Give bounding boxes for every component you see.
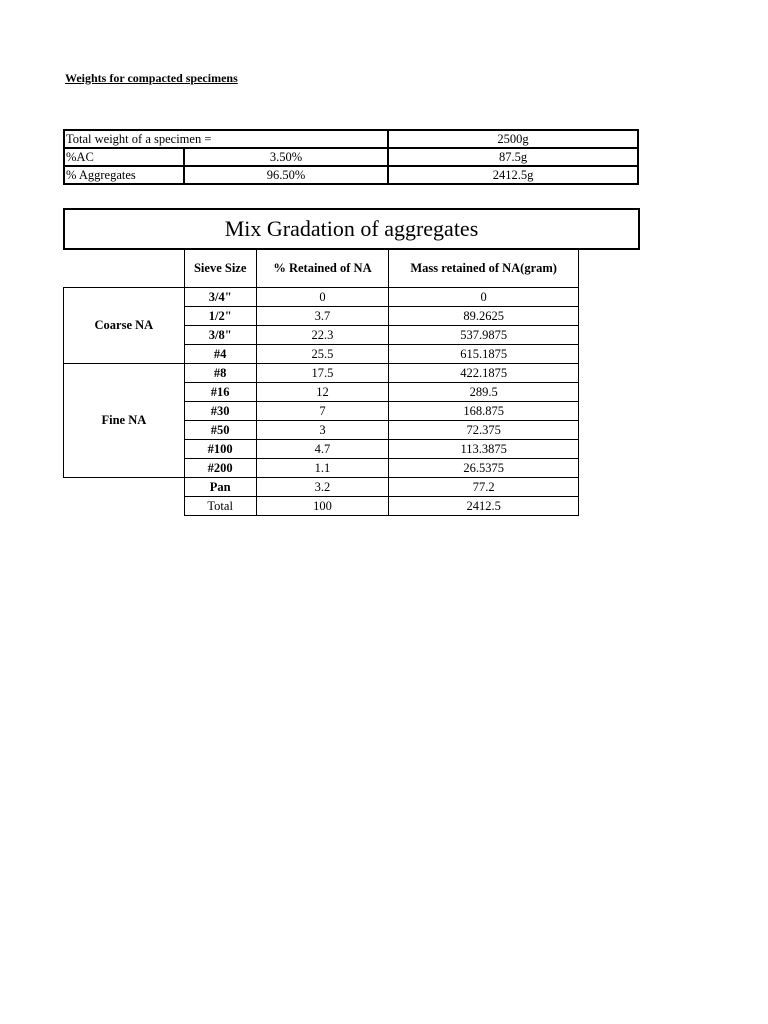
header-sieve-size: Sieve Size	[184, 250, 256, 288]
mass-cell: 113.3875	[389, 440, 579, 459]
mass-cell: 168.875	[389, 402, 579, 421]
coarse-group-label: Coarse NA	[64, 288, 185, 364]
percent-cell: 3.2	[256, 478, 389, 497]
mass-cell: 26.5375	[389, 459, 579, 478]
percent-cell: 12	[256, 383, 389, 402]
sieve-size-cell: 3/4"	[184, 288, 256, 307]
ac-label: %AC	[64, 148, 184, 166]
sieve-size-cell: 1/2"	[184, 307, 256, 326]
ac-mass: 87.5g	[388, 148, 638, 166]
fine-group-label: Fine NA	[64, 364, 185, 478]
header-mass-retained: Mass retained of NA(gram)	[389, 250, 579, 288]
sieve-size-cell: #8	[184, 364, 256, 383]
mass-cell: 289.5	[389, 383, 579, 402]
aggregates-percent: 96.50%	[184, 166, 388, 184]
sieve-size-cell: #16	[184, 383, 256, 402]
header-percent-retained: % Retained of NA	[256, 250, 389, 288]
percent-cell: 3	[256, 421, 389, 440]
percent-cell: 7	[256, 402, 389, 421]
header-blank-cell	[64, 250, 185, 288]
specimen-weights-table	[63, 129, 639, 185]
sieve-size-cell: #50	[184, 421, 256, 440]
mass-cell: 0	[389, 288, 579, 307]
ac-row	[64, 148, 638, 166]
total-weight-label: Total weight of a specimen =	[64, 130, 388, 148]
percent-cell: 25.5	[256, 345, 389, 364]
blank-cell	[64, 497, 185, 516]
percent-cell: 17.5	[256, 364, 389, 383]
total-label: Total	[184, 497, 256, 516]
mass-cell: 77.2	[389, 478, 579, 497]
percent-cell: 1.1	[256, 459, 389, 478]
aggregates-row	[64, 166, 638, 184]
total-row	[64, 497, 579, 516]
total-weight-value: 2500g	[388, 130, 638, 148]
sieve-size-cell: Pan	[184, 478, 256, 497]
ac-percent: 3.50%	[184, 148, 388, 166]
table-row	[64, 478, 579, 497]
percent-cell: 4.7	[256, 440, 389, 459]
total-percent: 100	[256, 497, 389, 516]
mass-cell: 72.375	[389, 421, 579, 440]
mass-cell: 537.9875	[389, 326, 579, 345]
sieve-size-cell: #30	[184, 402, 256, 421]
section-heading: Weights for compacted specimens	[65, 71, 238, 85]
table-row	[64, 288, 579, 307]
total-weight-row	[64, 130, 638, 148]
percent-cell: 0	[256, 288, 389, 307]
percent-cell: 22.3	[256, 326, 389, 345]
gradation-title: Mix Gradation of aggregates	[63, 208, 640, 250]
sieve-size-cell: #200	[184, 459, 256, 478]
blank-cell	[64, 478, 185, 497]
sieve-size-cell: 3/8"	[184, 326, 256, 345]
aggregates-label: % Aggregates	[64, 166, 184, 184]
sieve-size-cell: #4	[184, 345, 256, 364]
percent-cell: 3.7	[256, 307, 389, 326]
mass-cell: 89.2625	[389, 307, 579, 326]
gradation-table	[63, 249, 579, 516]
total-mass: 2412.5	[389, 497, 579, 516]
mass-cell: 615.1875	[389, 345, 579, 364]
sieve-size-cell: #100	[184, 440, 256, 459]
aggregates-mass: 2412.5g	[388, 166, 638, 184]
gradation-header-row	[64, 250, 579, 288]
table-row	[64, 364, 579, 383]
mass-cell: 422.1875	[389, 364, 579, 383]
